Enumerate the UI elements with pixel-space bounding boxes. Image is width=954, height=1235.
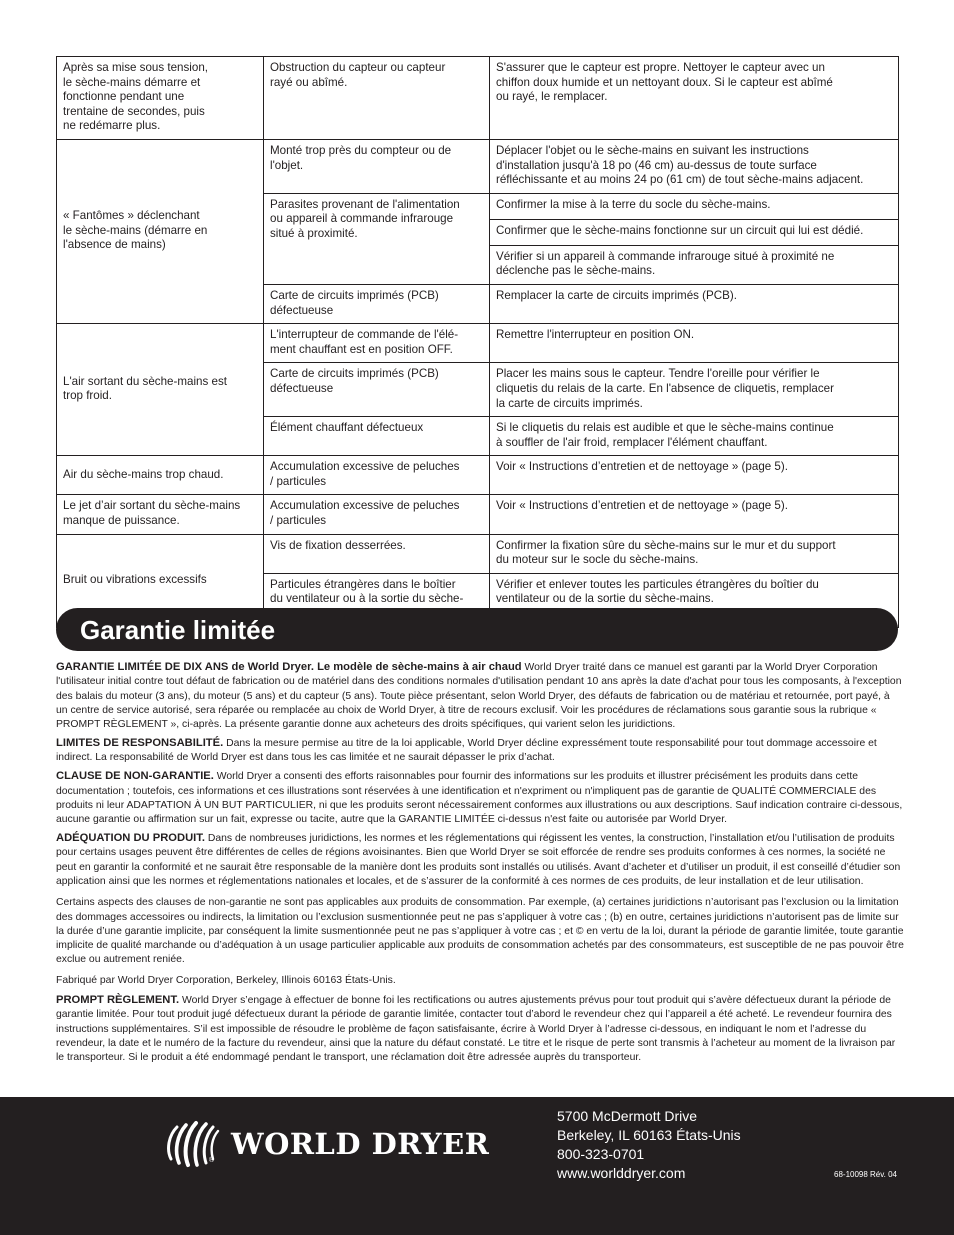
table-row bbox=[57, 534, 899, 573]
warranty-paragraph bbox=[56, 660, 904, 732]
prompt-settlement-paragraph bbox=[56, 993, 904, 1065]
solution-text: Remplacer la carte de circuits imprimés (PCB). bbox=[496, 288, 737, 302]
paragraph-body: World Dryer traité dans ce manuel est garanti par la World Dryer Corporation l'utilisateur initial contre tout défaut de fabrication ou de matériel dans des conditions normales d'utilisation pendant 10 ans après la date d'achat pour tous les composants, à l'exception des balais du moteur (3 ans), du moteur (5 ans) et du capteur (5 ans). Toute pièce présentant, selon World Dryer, des défauts de fabrication ou de matériau et retournée, port payé, à un centre de service autorisé, sera réparée ou remplacée au choix de World Dryer, à titre de recours exclusif. Voir les procédures de réclamations sous garantie sous la rubrique « PROMPT RÈGLEMENT », ci-après. La présente garantie donne aux acheteurs des droits spécifiques, qui varient selon les juridictions. bbox=[56, 662, 902, 731]
contact-block bbox=[557, 1107, 741, 1183]
paragraph-heading: PROMPT RÈGLEMENT. bbox=[56, 994, 180, 1007]
paragraph-body: World Dryer s’engage à effectuer de bonne foi les rectifications ou autres ajustements prévus pour tout produit qui s’avère défectueux durant la période de garantie limitée. Pour tout produit jugé défectueux durant la période de garantie limitée, contacter tout d’abord le revendeur chez qui l’appareil a été acheté. Le revendeur fournira des instructions supplémentaires. S’il est impossible de résoudre le problème de façon satisfaisante, écrire à World Dryer à l’adresse ci-dessous, en indiquant le nom et l’adresse du revendeur, la date et le numéro de la facture du revendeur, ainsi que la nature du défaut constaté. Le titre et le risque de perte sont transmis à l’acheteur au moment de la livraison par le transporteur. Si le produit a été endommagé pendant le transport, une réclamation doit être adressée auprès du transporteur. bbox=[56, 995, 896, 1064]
document-number: 68-10098 Rév. 04 bbox=[834, 1170, 898, 1179]
problem-cell bbox=[57, 495, 264, 534]
warranty-banner bbox=[56, 608, 898, 651]
solution-cell bbox=[490, 139, 899, 193]
cause-cell bbox=[264, 363, 490, 417]
solution-cell bbox=[490, 284, 899, 323]
troubleshooting-table bbox=[56, 56, 899, 628]
cause-text: Carte de circuits imprimés (PCB) défectueuse bbox=[270, 367, 439, 395]
problem-text: « Fantômes » déclenchant le sèche-mains (démarre en l'absence de mains) bbox=[63, 209, 208, 252]
cause-cell bbox=[264, 57, 490, 140]
world-dryer-logo bbox=[165, 1119, 505, 1171]
cause-cell bbox=[264, 495, 490, 534]
footer bbox=[0, 1097, 954, 1235]
solution-text: Vérifier si un appareil à commande infrarouge situé à proximité ne déclenche pas le sèche-mains. bbox=[496, 249, 835, 278]
solution-text: Déplacer l'objet ou le sèche-mains en suivant les instructions d'installation jusqu'à 18 po (46 cm) au-dessus de toute surface réfléchissante et au moins 24 po (61 cm) de tout sèche-mains adjacent. bbox=[496, 143, 864, 187]
brand-name: WORLD DRYER bbox=[231, 1127, 490, 1161]
problem-cell bbox=[57, 324, 264, 456]
problem-text: Le jet d’air sortant du sèche-mains manque de puissance. bbox=[63, 499, 241, 528]
paragraph-heading: ADÉQUATION DU PRODUIT. bbox=[56, 832, 205, 845]
cause-text: Carte de circuits imprimés (PCB) défectueuse bbox=[270, 288, 439, 317]
solution-text: Placer les mains sous le capteur. Tendre l'oreille pour vérifier le cliquetis du relais de la carte. En l'absence de cliquetis, remplacer la carte de circuits imprimés. bbox=[496, 367, 834, 410]
problem-cell bbox=[57, 456, 264, 495]
solution-cell bbox=[490, 193, 899, 219]
table-row bbox=[57, 456, 899, 495]
cause-cell bbox=[264, 324, 490, 363]
cause-text: Parasites provenant de l'alimentation ou appareil à commande infrarouge situé à proximité. bbox=[270, 197, 460, 240]
cause-text: Accumulation excessive de peluches / particules bbox=[270, 499, 460, 528]
disclaimer-paragraph bbox=[56, 769, 904, 827]
solution-cell bbox=[490, 245, 899, 284]
solution-cell bbox=[490, 495, 899, 534]
cause-cell bbox=[264, 193, 490, 284]
paragraph-body: Dans la mesure permise au titre de la loi applicable, World Dryer décline expressément toute responsabilité pour tout dommage accessoire et indirect. La responsabilité de World Dryer est dans tous les cas limitée et ne saurait dépasser le prix d’achat. bbox=[56, 738, 877, 764]
address-line: Berkeley, IL 60163 États-Unis bbox=[557, 1127, 741, 1143]
address-line: 5700 McDermott Drive bbox=[557, 1108, 698, 1124]
table-row bbox=[57, 495, 899, 534]
problem-text: Bruit ou vibrations excessifs bbox=[63, 572, 207, 586]
warranty-text bbox=[56, 660, 904, 1069]
solution-text: Voir « Instructions d’entretien et de nettoyage » (page 5). bbox=[496, 499, 788, 513]
solution-cell bbox=[490, 324, 899, 363]
solution-text: Confirmer la fixation sûre du sèche-mains sur le mur et du support du moteur sur le socle du sèche-mains. bbox=[496, 538, 836, 567]
registered-mark: ® bbox=[209, 1157, 215, 1164]
website-link[interactable]: www.worlddryer.com bbox=[557, 1165, 686, 1181]
solution-cell bbox=[490, 219, 899, 245]
table-row bbox=[57, 324, 899, 363]
solution-cell bbox=[490, 363, 899, 417]
paragraph-heading: LIMITES DE RESPONSABILITÉ. bbox=[56, 737, 224, 750]
problem-text: Après sa mise sous tension, le sèche-mains démarre et fonctionne pendant une trentaine de secondes, puis ne redémarre plus. bbox=[63, 61, 208, 133]
cause-cell bbox=[264, 534, 490, 573]
table-row bbox=[57, 57, 899, 140]
solution-text: Confirmer que le sèche-mains fonctionne sur un circuit qui lui est dédié. bbox=[496, 223, 864, 237]
cause-cell bbox=[264, 139, 490, 193]
suitability-paragraph bbox=[56, 831, 904, 889]
solution-text: Confirmer la mise à la terre du socle du sèche-mains. bbox=[496, 197, 771, 211]
problem-cell bbox=[57, 57, 264, 140]
problem-text: L'air sortant du sèche-mains est trop froid. bbox=[63, 374, 227, 403]
cause-cell bbox=[264, 417, 490, 456]
phone-number: 800-323-0701 bbox=[557, 1146, 645, 1162]
solution-cell bbox=[490, 57, 899, 140]
solution-text: Voir « Instructions d’entretien et de nettoyage » (page 5). bbox=[496, 460, 788, 474]
solution-text: Vérifier et enlever toutes les particules étrangères du boîtier du ventilateur ou de la sortie du sèche-mains. bbox=[496, 577, 819, 606]
warranty-title: Garantie limitée bbox=[80, 615, 276, 645]
liability-paragraph bbox=[56, 736, 904, 766]
solution-cell bbox=[490, 417, 899, 456]
cause-text: Accumulation excessive de peluches / particules bbox=[270, 460, 460, 488]
solution-cell bbox=[490, 534, 899, 573]
paragraph-body: World Dryer a consenti des efforts raisonnables pour fournir des informations sur les produits et illustrer précisément les produits dans cette documentation ; toutefois, ces informations et ces illustrations sont réservées à une identification et n'expriment ou n'impliquent pas de garantie de QUALITÉ COMMERCIALE des produits ni leur ADAPTATION À UN BUT PARTICULIER, ni que les produits seront nécessairement conformes aux illustrations ou aux descriptions. Sauf indication contraire ci-dessous, aucune garantie ou affirmation sur un fait, expresse ou tacite, autre que la GARANTIE LIMITÉE ci-dessus n'est faite ou autorisée par World Dryer. bbox=[56, 771, 903, 826]
cause-text: Monté trop près du compteur ou de l'objet. bbox=[270, 143, 452, 172]
cause-cell bbox=[264, 456, 490, 495]
cause-text: Particules étrangères dans le boîtier du ventilateur ou à la sortie du sèche- bbox=[270, 577, 464, 606]
paragraph-heading: CLAUSE DE NON-GARANTIE. bbox=[56, 770, 214, 783]
solution-text: S'assurer que le capteur est propre. Nettoyer le capteur avec un chiffon doux humide et un nettoyant doux. Si le capteur est abîmé ou rayé, le remplacer. bbox=[496, 61, 833, 104]
cause-text: L'interrupteur de commande de l'élé- ment chauffant est en position OFF. bbox=[270, 328, 459, 356]
cause-text: Élément chauffant défectueux bbox=[270, 421, 424, 435]
paragraph-heading: GARANTIE LIMITÉE DE DIX ANS de World Dryer. Le modèle de sèche-mains à air chaud bbox=[56, 661, 522, 673]
problem-text: Air du sèche-mains trop chaud. bbox=[63, 467, 224, 481]
solution-text: Si le cliquetis du relais est audible et que le sèche-mains continue à souffler de l'air froid, remplacer l'élément chauffant. bbox=[496, 421, 834, 449]
solution-cell bbox=[490, 456, 899, 495]
solution-text: Remettre l'interrupteur en position ON. bbox=[496, 328, 695, 342]
consumer-paragraph: Certains aspects des clauses de non-garantie ne sont pas applicables aux produits de consommation. Par exemple, (a) certaines juridictions n’autorisant pas l’exclusion ou la limitation des dommages accessoires ou indirects, la limitation ou l’exclusion susmentionnée peut ne pas s’appliquer à votre cas ; (b) en outre, certaines juridictions n’autorisent pas de limite sur la durée d’une garantie implicite, par conséquent la limite susmentionnée peut ne pas s’appliquer à votre cas ; et © en vertu de la loi, durant la période de garantie limitée, toute garantie implicite de qualité marchande ou d’adéquation à un usage particulier applicable aux produits de consommation achetés par des consommateurs, est susceptible de ne pas pouvoir être exclue ou autrement reniée. bbox=[56, 897, 904, 966]
table-row bbox=[57, 139, 899, 193]
paragraph-body: Dans de nombreuses juridictions, les normes et les réglementations qui régissent les ventes, la construction, l’installation et/ou l’utilisation de produits pour certains usages peuvent être différentes de celles de régions avoisinantes. Bien que World Dryer se soit efforcée de rendre ses produits conformes à ces normes, la société ne peut en garantir la conformité et ne saurait être responsable de la manière dont les produits sont installés ou utilisés. Avant d’acheter et d’utiliser un produit, il est conseillé d’étudier son application ainsi que les normes et réglementations nationales et locales, et de s’assurer de la conformité à ces normes de ces produits, de leur installation et de leur utilisation. bbox=[56, 833, 901, 887]
cause-text: Vis de fixation desserrées. bbox=[270, 538, 406, 552]
problem-cell bbox=[57, 139, 264, 323]
cause-text: Obstruction du capteur ou capteur rayé ou abîmé. bbox=[270, 61, 446, 89]
cause-cell bbox=[264, 284, 490, 323]
manufacturer-paragraph: Fabriqué par World Dryer Corporation, Berkeley, Illinois 60163 États-Unis. bbox=[56, 974, 396, 986]
